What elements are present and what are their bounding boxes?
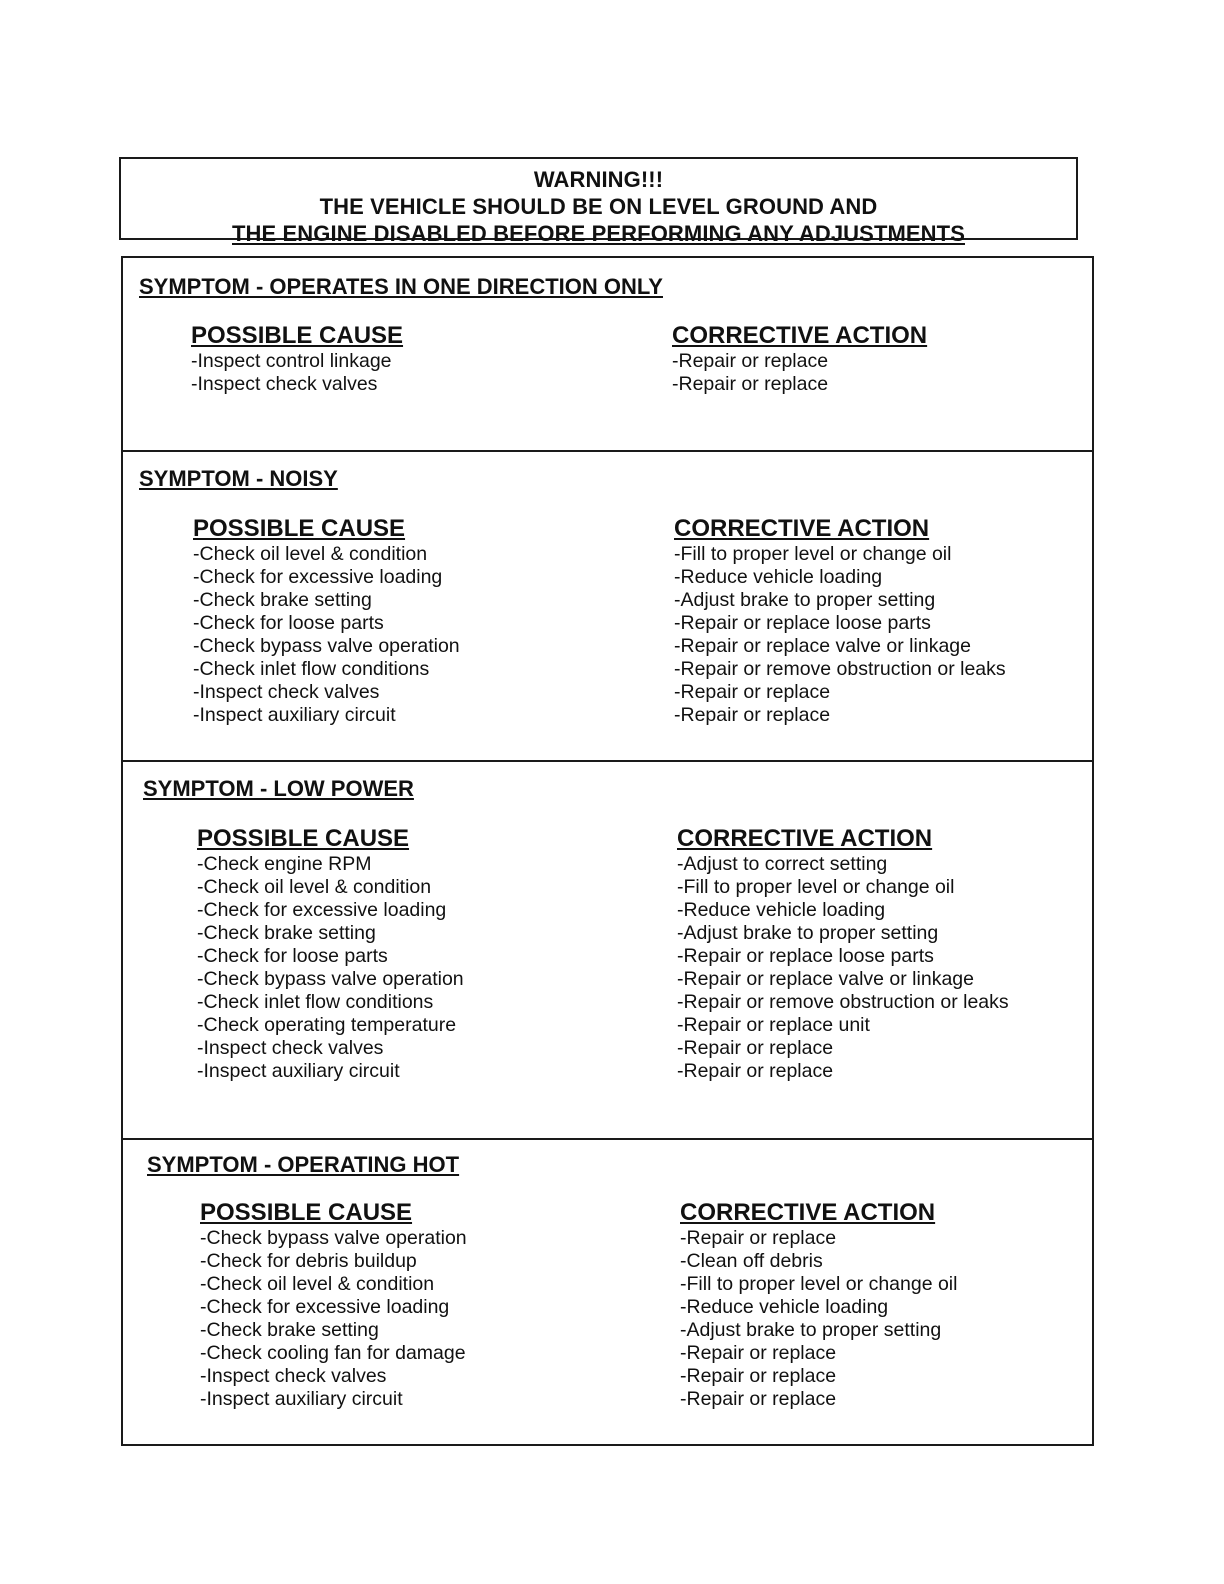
symptom-section [123,760,1092,1138]
warning-line-3: THE ENGINE DISABLED BEFORE PERFORMING ANY ADJUSTMENTS [232,221,965,246]
action-item: -Adjust to correct setting [677,853,888,875]
action-item: -Repair or remove obstruction or leaks [677,991,1009,1013]
symptom-section [123,258,1092,450]
action-item: -Fill to proper level or change oil [680,1273,958,1295]
action-item: -Fill to proper level or change oil [674,543,952,565]
action-item: -Repair or replace [680,1365,837,1387]
cause-item: -Check brake setting [193,589,372,611]
cause-item: -Check cooling fan for damage [200,1342,466,1364]
corrective-action-column [677,825,1009,1083]
action-item: -Adjust brake to proper setting [674,589,936,611]
cause-item: -Inspect auxiliary circuit [197,1060,400,1082]
possible-cause-header: POSSIBLE CAUSE [193,515,406,542]
action-item: -Fill to proper level or change oil [677,876,955,898]
corrective-action-column [674,515,1006,727]
possible-cause-column [200,1199,467,1411]
troubleshooting-table [121,256,1094,1446]
cause-item: -Check bypass valve operation [197,968,464,990]
cause-item: -Check oil level & condition [193,543,428,565]
cause-item: -Check operating temperature [197,1014,457,1036]
action-item: -Repair or replace loose parts [674,612,931,634]
action-item: -Repair or replace valve or linkage [674,635,971,657]
corrective-action-column [672,322,927,396]
cause-item: -Check bypass valve operation [200,1227,467,1249]
possible-cause-header: POSSIBLE CAUSE [197,825,410,852]
action-item: -Reduce vehicle loading [674,566,883,588]
action-item: -Repair or replace unit [677,1014,870,1036]
action-item: -Repair or replace [677,1060,834,1082]
symptom-title: SYMPTOM - OPERATES IN ONE DIRECTION ONLY [139,274,663,299]
cause-item: -Check for excessive loading [200,1296,450,1318]
action-item: -Repair or replace [672,373,829,395]
corrective-action-header: CORRECTIVE ACTION [674,515,930,542]
action-item: -Reduce vehicle loading [680,1296,889,1318]
cause-item: -Inspect check valves [191,373,378,395]
cause-item: -Check oil level & condition [200,1273,435,1295]
action-item: -Repair or replace valve or linkage [677,968,974,990]
cause-item: -Check for debris buildup [200,1250,417,1272]
action-item: -Repair or remove obstruction or leaks [674,658,1006,680]
cause-item: -Check inlet flow conditions [197,991,434,1013]
possible-cause-column [193,515,460,727]
corrective-action-column [680,1199,957,1411]
warning-title: WARNING!!! [533,167,664,192]
cause-item: -Check oil level & condition [197,876,432,898]
cause-item: -Check for excessive loading [193,566,443,588]
cause-item: -Check brake setting [200,1319,379,1341]
corrective-action-header: CORRECTIVE ACTION [680,1199,936,1226]
action-item: -Repair or replace loose parts [677,945,934,967]
corrective-action-header: CORRECTIVE ACTION [677,825,933,852]
symptom-title: SYMPTOM - NOISY [139,466,338,491]
action-item: -Reduce vehicle loading [677,899,886,921]
possible-cause-header: POSSIBLE CAUSE [200,1199,413,1226]
action-item: -Repair or replace [680,1227,837,1249]
action-item: -Adjust brake to proper setting [677,922,939,944]
action-item: -Repair or replace [674,681,831,703]
cause-item: -Inspect auxiliary circuit [200,1388,403,1410]
cause-item: -Inspect auxiliary circuit [193,704,396,726]
cause-item: -Check inlet flow conditions [193,658,430,680]
action-item: -Clean off debris [680,1250,823,1272]
action-item: -Adjust brake to proper setting [680,1319,942,1341]
action-item: -Repair or replace [680,1388,837,1410]
cause-item: -Inspect check valves [193,681,380,703]
symptom-section [123,1138,1092,1444]
action-item: -Repair or replace [680,1342,837,1364]
warning-box [119,157,1078,246]
cause-item: -Inspect check valves [200,1365,387,1387]
action-item: -Repair or replace [677,1037,834,1059]
cause-item: -Inspect check valves [197,1037,384,1059]
warning-line-2: THE VEHICLE SHOULD BE ON LEVEL GROUND AND [319,194,878,219]
cause-item: -Check for excessive loading [197,899,447,921]
possible-cause-header: POSSIBLE CAUSE [191,322,404,349]
action-item: -Repair or replace [674,704,831,726]
action-item: -Repair or replace [672,350,829,372]
cause-item: -Check brake setting [197,922,376,944]
possible-cause-column [197,825,464,1083]
corrective-action-header: CORRECTIVE ACTION [672,322,928,349]
possible-cause-column [191,322,403,396]
symptom-title: SYMPTOM - OPERATING HOT [147,1152,460,1177]
cause-item: -Inspect control linkage [191,350,392,372]
cause-item: -Check for loose parts [193,612,384,634]
symptom-title: SYMPTOM - LOW POWER [143,776,414,801]
cause-item: -Check engine RPM [197,853,372,875]
symptom-section [123,450,1092,760]
cause-item: -Check for loose parts [197,945,388,967]
cause-item: -Check bypass valve operation [193,635,460,657]
